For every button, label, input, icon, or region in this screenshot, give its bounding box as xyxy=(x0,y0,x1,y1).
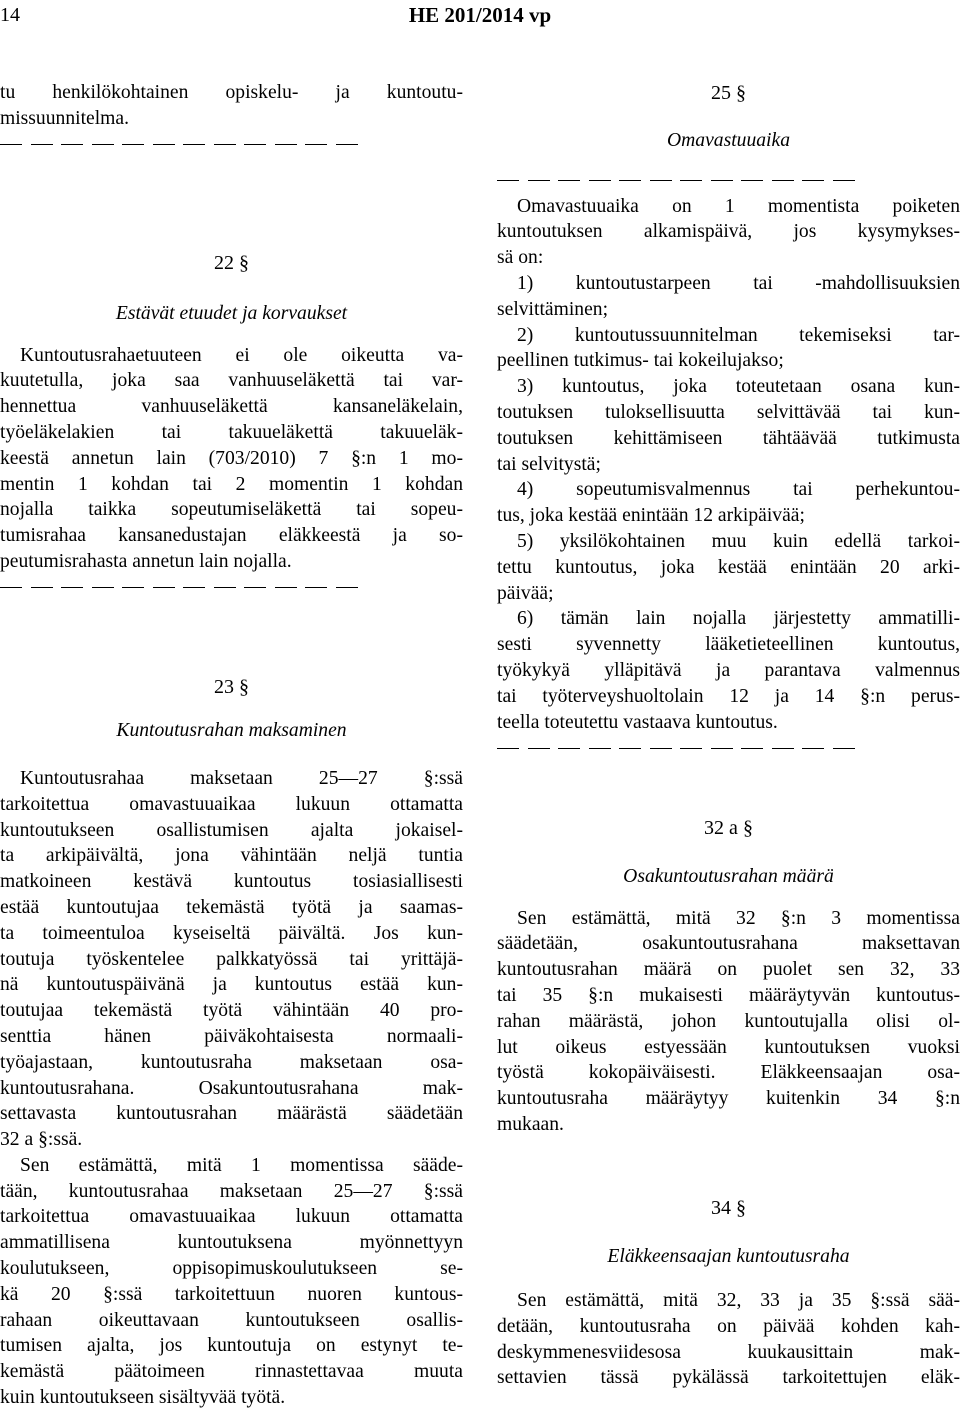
separator-dash xyxy=(92,144,114,145)
separator-dash xyxy=(650,180,672,181)
separator-dash xyxy=(741,180,763,181)
separator-dash xyxy=(680,180,702,181)
text-line: Kuntoutusrahaetuuteen ei ole oikeutta va- xyxy=(20,344,463,366)
section-title: Omavastuuaika xyxy=(667,130,790,151)
separator-dash xyxy=(833,180,855,181)
section-heading xyxy=(497,815,960,841)
text-line: ta toimeentuloa kyseiseltä päivältä. Jos kun- xyxy=(0,922,463,944)
section-title: Estävät etuudet ja korvaukset xyxy=(115,302,348,324)
text-line: säädetään, osakuntoutusrahana maksettavan xyxy=(497,933,960,955)
text-line: sä on: xyxy=(497,247,544,269)
separator-dash xyxy=(497,180,519,181)
separator-dash xyxy=(31,144,53,145)
separator-dash xyxy=(153,144,175,145)
separator-dash xyxy=(802,748,824,749)
text-line: tai työterveyshuoltolain 12 ja 14 §:n perus- xyxy=(497,685,960,707)
text-line: hennettua vanhuuseläkettä kansaneläkelain, xyxy=(0,396,463,418)
text-line: työeläkelakien tai takuueläkettä takuueläk- xyxy=(0,421,463,443)
section-separator xyxy=(497,735,960,761)
section-heading xyxy=(497,80,960,106)
separator-dash xyxy=(619,748,641,749)
text-line: 1) kuntoutustarpeen tai -mahdollisuuksien xyxy=(517,272,960,294)
text-line: tään, kuntoutusrahaa maksetaan 25—27 §:ssä xyxy=(0,1180,463,1202)
separator-dash xyxy=(589,748,611,749)
text-line: kuin kuntoutukseen sisältyvää työtä. xyxy=(0,1387,286,1409)
section-number: 34 xyxy=(711,1197,731,1220)
separator-dash xyxy=(680,748,702,749)
text-line: settavasta kuntoutusrahan määrästä säädetään xyxy=(0,1103,463,1125)
text-line: kä 20 §:ssä tarkoitettuun nuoren kuntous- xyxy=(0,1283,463,1305)
text-line: tai 35 §:n mukaisesti määräytyvän kuntoutus- xyxy=(497,984,960,1006)
separator-dash xyxy=(31,587,53,588)
separator-dash xyxy=(122,144,144,145)
separator-dash xyxy=(122,587,144,588)
text-line: Sen estämättä, mitä 32, 33 ja 35 §:ssä sää- xyxy=(517,1290,960,1312)
separator-dash xyxy=(772,748,794,749)
separator-dash xyxy=(0,144,22,145)
text-line: toutuja työskentelee palkkatyössä tai yrittäjä- xyxy=(0,948,463,970)
section-heading xyxy=(0,674,463,700)
page-header xyxy=(0,0,960,40)
text-line: Omavastuuaika on 1 momentista poiketen xyxy=(517,195,960,217)
section-number: 25 xyxy=(711,82,731,104)
text-line: 32 a §:ssä. xyxy=(0,1129,83,1151)
text-line: ta arkipäivältä, jona vähintään neljä tuntia xyxy=(0,845,463,867)
section-symbol: § xyxy=(239,676,249,699)
text-line: tumisrahaa kansanedustajan eläkkeestä ja so- xyxy=(0,525,463,547)
text-line: päivää; xyxy=(497,582,554,604)
text-line: Sen estämättä, mitä 1 momentissa sääde- xyxy=(20,1154,463,1176)
section-title: Eläkkeensaajan kuntoutusraha xyxy=(607,1246,850,1268)
text-line: matkoineen kestävä kuntoutus tosiasiallisesti xyxy=(0,871,463,893)
text-line: deskymmenesviidesosa kuukausittain mak- xyxy=(497,1341,960,1363)
text-line: teella toteutettu vastaava kuntoutus. xyxy=(497,711,778,733)
section-number: 23 xyxy=(214,676,234,699)
separator-dash xyxy=(214,144,236,145)
separator-dash xyxy=(833,748,855,749)
text-line: senttia hänen päiväkohtaisesta normaali- xyxy=(0,1025,463,1047)
text-line: rahan määrästä, johon kuntoutujalla olisi ol- xyxy=(497,1010,960,1032)
separator-dash xyxy=(92,587,114,588)
separator-dash xyxy=(214,587,236,588)
text-line: mukaan. xyxy=(497,1113,564,1135)
page-number: 14 xyxy=(0,4,20,26)
text-line: peellinen tutkimus- tai kokeilujakso; xyxy=(497,350,784,372)
separator-dash xyxy=(336,587,358,588)
separator-dash xyxy=(650,748,672,749)
separator-dash xyxy=(244,587,266,588)
separator-dash xyxy=(61,144,83,145)
section-number: 22 xyxy=(214,251,234,274)
text-line: tumisen ajalta, jos kuntoutuja on estynyt te- xyxy=(0,1335,463,1357)
text-line: kemästä päätoimeen rinnastettavaa muuta xyxy=(0,1361,463,1383)
text-line: 6) tämän lain nojalla järjestetty ammatilli- xyxy=(517,608,960,630)
text-line: kuntoutuksen alkamispäivä, jos kysymykses- xyxy=(497,221,960,243)
separator-dash xyxy=(244,144,266,145)
text-line: toutuksen tuloksellisuutta selvittävää tai kun- xyxy=(497,401,960,423)
separator-dash xyxy=(61,587,83,588)
separator-dash xyxy=(275,587,297,588)
text-line: keestä annetun lain (703/2010) 7 §:n 1 mo- xyxy=(0,447,463,469)
separator-dash xyxy=(619,180,641,181)
section-title: Kuntoutusrahan maksaminen xyxy=(116,720,347,742)
text-line: kuntoutusrahan määrä on puolet sen 32, 33 xyxy=(497,959,960,981)
right-column xyxy=(497,80,960,1391)
section-separator xyxy=(0,575,463,601)
section-symbol: § xyxy=(239,251,249,274)
text-line: koulutukseen, oppisopimuskoulutukseen se- xyxy=(0,1258,463,1280)
separator-dash xyxy=(153,587,175,588)
text-line: kuntoutusrahana. Osakuntoutusrahana mak- xyxy=(0,1077,463,1099)
text-line: rahaan oikeuttavaan kuntoutukseen osallis- xyxy=(0,1309,463,1331)
text-line: Sen estämättä, mitä 32 §:n 3 momentissa xyxy=(517,907,960,929)
separator-dash xyxy=(558,748,580,749)
separator-dash xyxy=(558,180,580,181)
separator-dash xyxy=(305,144,327,145)
text-line: estää kuntoutujaa tekemästä työtä ja saamas- xyxy=(0,896,463,918)
text-line: peutumisrahasta annetun lain nojalla. xyxy=(0,550,292,572)
intro-line: missuunnitelma. xyxy=(0,107,129,129)
intro-line: tu henkilökohtainen opiskelu- ja kuntoutu- xyxy=(0,82,463,103)
separator-dash xyxy=(589,180,611,181)
separator-dash xyxy=(528,748,550,749)
text-line: sesti syvennetty lääketieteellinen kuntoutus, xyxy=(497,634,960,656)
text-line: kuutetulla, joka saa vanhuuseläkettä tai var- xyxy=(0,370,463,392)
text-line: detään, kuntoutusraha on päivää kohden kah- xyxy=(497,1315,960,1337)
section-separator xyxy=(497,168,960,194)
text-line: nä kuntoutuspäivänä ja kuntoutus estää kun- xyxy=(0,974,463,996)
section-symbol: § xyxy=(742,816,753,839)
text-line: kuntoutusraha määräytyy kuitenkin 34 §:n xyxy=(497,1088,960,1110)
text-line: tarkoitettua omavastuuaikaa lukuun ottamatta xyxy=(0,793,463,815)
separator-dash xyxy=(741,748,763,749)
section-separator xyxy=(0,132,463,158)
section-heading xyxy=(0,250,463,276)
text-line: toutujaa tekemästä työtä vähintään 40 pro- xyxy=(0,1000,463,1022)
section-number: 32 a xyxy=(704,816,738,839)
text-line: selvittäminen; xyxy=(497,298,609,320)
text-line: settavien tässä pykälässä tarkoitettujen eläk- xyxy=(497,1367,960,1389)
text-line: mentin 1 kohdan tai 2 momentin 1 kohdan xyxy=(0,473,463,495)
text-line: 4) sopeutumisvalmennus tai perhekuntou- xyxy=(517,479,960,501)
separator-dash xyxy=(305,587,327,588)
text-line: tettu kuntoutus, joka kestää enintään 20 arki- xyxy=(497,556,960,578)
section-symbol: § xyxy=(736,1197,746,1220)
separator-dash xyxy=(183,144,205,145)
left-column xyxy=(0,80,463,1411)
text-line: 5) yksilökohtainen muu kuin edellä tarkoi- xyxy=(517,530,960,552)
text-line: nojalla taikka sopeutumiseläkettä tai sopeu- xyxy=(0,499,463,521)
text-line: kuntoutukseen osallistumisen ajalta jokaisel- xyxy=(0,819,463,841)
text-line: ammatillisena kuntoutuksena myönnettyyn xyxy=(0,1232,463,1254)
separator-dash xyxy=(711,180,733,181)
separator-dash xyxy=(772,180,794,181)
text-line: 3) kuntoutus, joka toteutetaan osana kun- xyxy=(517,376,960,398)
separator-dash xyxy=(497,748,519,749)
text-line: työkykyä ylläpitävä ja parantava valmennus xyxy=(497,659,960,681)
section-title: Osakuntoutusrahan määrä xyxy=(623,865,834,887)
separator-dash xyxy=(802,180,824,181)
text-line: 2) kuntoutussuunnitelman tekemiseksi tar- xyxy=(517,324,960,346)
text-line: lut oikeus estyessään kuntoutuksen vuoksi xyxy=(497,1036,960,1058)
separator-dash xyxy=(711,748,733,749)
separator-dash xyxy=(0,587,22,588)
separator-dash xyxy=(183,587,205,588)
text-line: tus, joka kestää enintään 12 arkipäivää; xyxy=(497,505,805,527)
separator-dash xyxy=(336,144,358,145)
text-line: toutuksen kehittämiseen tähtäävää tutkimusta xyxy=(497,427,960,449)
text-line: työajastaan, kuntoutusraha maksetaan osa- xyxy=(0,1051,463,1073)
text-line: tai selvitystä; xyxy=(497,453,601,475)
text-line: Kuntoutusrahaa maksetaan 25—27 §:ssä xyxy=(20,767,463,789)
separator-dash xyxy=(275,144,297,145)
document-title: HE 201/2014 vp xyxy=(408,3,552,27)
separator-dash xyxy=(528,180,550,181)
section-symbol: § xyxy=(736,82,746,104)
section-heading xyxy=(497,1195,960,1221)
text-line: työstä kokopäiväisesti. Eläkkeensaajan osa- xyxy=(497,1062,960,1084)
text-line: tarkoitettua omavastuuaikaa lukuun ottamatta xyxy=(0,1206,463,1228)
